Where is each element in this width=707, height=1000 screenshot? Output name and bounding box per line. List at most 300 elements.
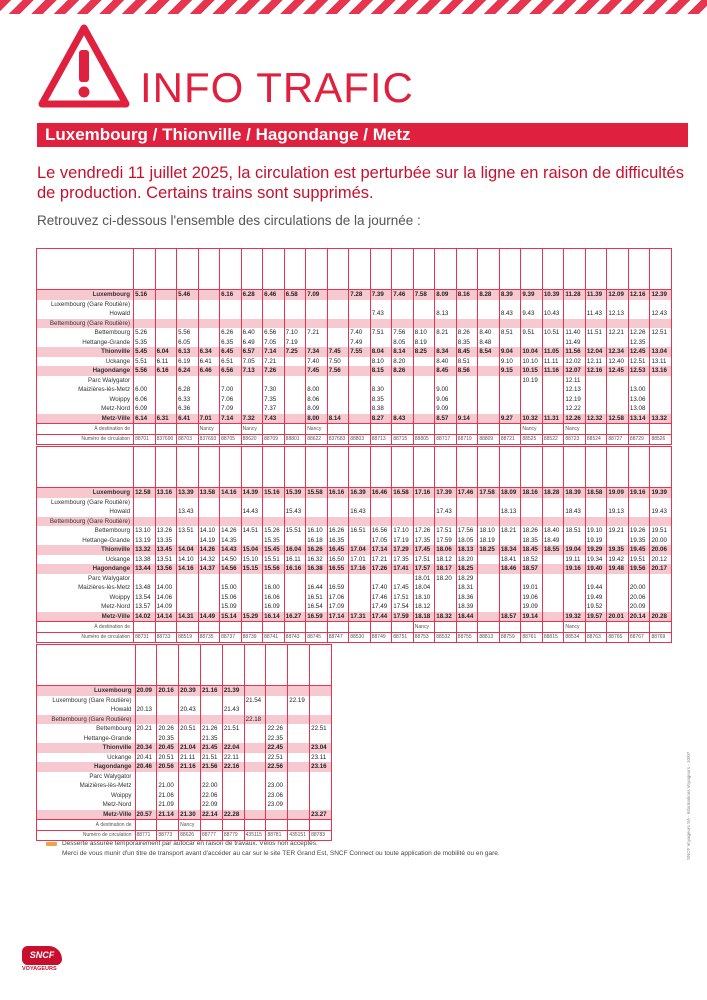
time-cell: 18.49: [542, 536, 564, 546]
train-number-cell: 435151: [288, 830, 310, 841]
timetable-row: [37, 724, 332, 734]
time-cell: [456, 498, 478, 508]
time-cell: 17.40: [370, 583, 392, 593]
timetable-row: [37, 290, 672, 300]
time-cell: 13.58: [198, 488, 220, 498]
time-cell: [288, 715, 310, 725]
time-cell: [220, 498, 242, 508]
time-cell: 22.09: [200, 800, 222, 810]
time-cell: [327, 300, 349, 310]
time-cell: [155, 376, 177, 386]
train-number-cell: 88526: [650, 434, 672, 445]
station-name: Metz-Nord: [37, 602, 134, 612]
timetable-row: [37, 526, 672, 536]
train-number-cell: 88761: [521, 632, 543, 643]
time-cell: 19.44: [585, 583, 607, 593]
time-cell: 12.19: [564, 395, 586, 405]
time-cell: 12.16: [585, 366, 607, 376]
time-cell: 13.39: [177, 488, 199, 498]
train-number-cell: 88713: [370, 434, 392, 445]
station-name: Luxembourg: [37, 488, 134, 498]
time-cell: [327, 338, 349, 348]
time-cell: [244, 810, 266, 820]
time-cell: [499, 498, 521, 508]
timetable-row: [37, 309, 672, 319]
time-cell: 22.51: [266, 753, 288, 763]
time-cell: 6.40: [241, 328, 263, 338]
time-cell: 19.01: [521, 583, 543, 593]
warning-icon: [38, 24, 130, 108]
time-cell: [585, 300, 607, 310]
time-cell: 10.15: [521, 366, 543, 376]
time-cell: 18.43: [564, 507, 586, 517]
destination-cell: [585, 424, 607, 435]
time-cell: [650, 498, 672, 508]
time-cell: [650, 385, 672, 395]
time-cell: [349, 574, 371, 584]
time-cell: 20.51: [179, 724, 201, 734]
time-cell: 6.46: [263, 290, 285, 300]
time-cell: 12.26: [628, 328, 650, 338]
time-cell: [478, 583, 500, 593]
time-cell: [198, 498, 220, 508]
time-cell: [499, 602, 521, 612]
time-cell: 19.09: [607, 488, 629, 498]
destination-cell: [198, 622, 220, 633]
time-cell: 20.17: [650, 564, 672, 574]
time-cell: 14.02: [134, 612, 156, 622]
time-cell: [198, 602, 220, 612]
time-cell: 14.50: [220, 555, 242, 565]
time-cell: 13.38: [134, 555, 156, 565]
time-cell: 6.09: [134, 404, 156, 414]
time-cell: [650, 593, 672, 603]
time-cell: [370, 574, 392, 584]
train-number-cell: 88525: [521, 434, 543, 445]
time-cell: [263, 300, 285, 310]
time-cell: 16.00: [263, 583, 285, 593]
time-cell: [241, 517, 263, 527]
time-cell: 7.56: [392, 328, 414, 338]
time-cell: 12.04: [585, 347, 607, 357]
time-cell: [135, 696, 157, 706]
foot-label: À destination de: [37, 622, 134, 633]
time-cell: 18.31: [456, 583, 478, 593]
time-cell: [650, 338, 672, 348]
time-cell: [263, 574, 285, 584]
time-cell: 19.57: [585, 612, 607, 622]
time-cell: 7.45: [306, 366, 328, 376]
time-cell: 10.04: [521, 347, 543, 357]
time-cell: 13.00: [628, 385, 650, 395]
time-cell: [521, 385, 543, 395]
time-cell: [349, 300, 371, 310]
time-cell: [179, 781, 201, 791]
time-cell: 6.57: [241, 347, 263, 357]
time-cell: 21.51: [222, 724, 244, 734]
time-cell: [155, 309, 177, 319]
time-cell: 18.51: [564, 526, 586, 536]
train-number-cell: 88749: [370, 632, 392, 643]
destination-cell: [607, 622, 629, 633]
time-cell: [478, 357, 500, 367]
station-name: Hettange-Grande: [37, 536, 134, 546]
time-cell: 8.51: [499, 328, 521, 338]
train-number-cell: 88701: [134, 434, 156, 445]
time-cell: 18.19: [478, 536, 500, 546]
time-cell: [263, 309, 285, 319]
time-cell: [542, 376, 564, 386]
time-cell: 9.00: [435, 385, 457, 395]
train-number-cell: 88519: [177, 632, 199, 643]
destination-cell: [650, 622, 672, 633]
time-cell: 7.35: [263, 395, 285, 405]
time-cell: [413, 498, 435, 508]
station-name: Hettange-Grande: [37, 734, 136, 744]
time-cell: 6.05: [177, 338, 199, 348]
time-cell: [288, 724, 310, 734]
time-cell: [179, 696, 201, 706]
train-number-cell: 88622: [306, 434, 328, 445]
time-cell: [392, 395, 414, 405]
destination-cell: [284, 622, 306, 633]
time-cell: 8.45: [435, 366, 457, 376]
time-cell: 5.56: [177, 328, 199, 338]
station-name: Metz-Ville: [37, 414, 134, 424]
time-cell: [370, 498, 392, 508]
time-cell: 19.40: [585, 564, 607, 574]
destination-cell: [370, 424, 392, 435]
time-cell: [222, 781, 244, 791]
time-cell: 15.51: [263, 555, 285, 565]
train-number-cell: 88620: [241, 434, 263, 445]
timetable-row: [37, 376, 672, 386]
time-cell: 22.14: [200, 810, 222, 820]
station-name: Luxembourg: [37, 686, 136, 696]
time-cell: 19.29: [585, 545, 607, 555]
time-cell: 13.32: [650, 414, 672, 424]
time-cell: 8.43: [499, 309, 521, 319]
time-cell: [392, 376, 414, 386]
time-cell: [607, 300, 629, 310]
time-cell: [521, 319, 543, 329]
time-cell: [177, 517, 199, 527]
time-cell: [478, 395, 500, 405]
train-number-cell: 88735: [198, 632, 220, 643]
time-cell: 19.49: [585, 593, 607, 603]
station-name: Metz-Nord: [37, 404, 134, 414]
time-cell: 6.00: [134, 385, 156, 395]
time-cell: 9.51: [521, 328, 543, 338]
time-cell: 8.56: [456, 366, 478, 376]
time-cell: [134, 498, 156, 508]
time-cell: 9.14: [456, 414, 478, 424]
destination-cell: [284, 424, 306, 435]
time-cell: 21.09: [157, 800, 179, 810]
time-cell: [349, 517, 371, 527]
time-cell: 15.26: [263, 526, 285, 536]
time-cell: 8.28: [478, 290, 500, 300]
time-cell: 19.09: [521, 602, 543, 612]
time-cell: [327, 328, 349, 338]
destination-cell: Nancy: [179, 820, 201, 831]
timetable-row: [37, 507, 672, 517]
logo-mark: SNCF: [22, 946, 62, 965]
time-cell: 7.55: [349, 347, 371, 357]
time-cell: 8.57: [435, 414, 457, 424]
time-cell: 19.39: [650, 488, 672, 498]
time-cell: 6.56: [220, 366, 242, 376]
time-cell: 16.10: [306, 526, 328, 536]
time-cell: 18.57: [499, 612, 521, 622]
time-cell: [327, 517, 349, 527]
time-cell: 6.13: [177, 347, 199, 357]
timetable-row: [37, 564, 672, 574]
destination-cell: [542, 424, 564, 435]
time-cell: [306, 309, 328, 319]
time-cell: [157, 696, 179, 706]
time-cell: [177, 574, 199, 584]
time-cell: [266, 715, 288, 725]
time-cell: 8.21: [435, 328, 457, 338]
time-cell: [435, 517, 457, 527]
time-cell: [413, 395, 435, 405]
time-cell: 8.20: [392, 357, 414, 367]
destination-cell: [135, 820, 157, 831]
time-cell: [310, 696, 332, 706]
time-cell: 6.28: [177, 385, 199, 395]
timetable-row: [37, 593, 672, 603]
time-cell: 13.54: [134, 593, 156, 603]
time-cell: [310, 781, 332, 791]
train-number-cell: 435115: [244, 830, 266, 841]
train-number-cell: 837693: [198, 434, 220, 445]
time-cell: [542, 338, 564, 348]
time-cell: [542, 385, 564, 395]
train-number-cell: 88783: [310, 830, 332, 841]
destination-cell: [499, 424, 521, 435]
time-cell: [135, 781, 157, 791]
time-cell: 7.09: [220, 404, 242, 414]
time-cell: 5.35: [134, 338, 156, 348]
time-cell: 7.49: [349, 338, 371, 348]
time-cell: 11.16: [542, 366, 564, 376]
time-cell: [413, 507, 435, 517]
timetable-row: [37, 705, 332, 715]
time-cell: 22.04: [222, 743, 244, 753]
station-name: Parc Walygator: [37, 376, 134, 386]
train-number-cell: 88765: [607, 632, 629, 643]
time-cell: [241, 602, 263, 612]
train-number-cell: 88781: [266, 830, 288, 841]
time-cell: [155, 328, 177, 338]
time-cell: 13.16: [650, 366, 672, 376]
time-cell: 21.39: [222, 686, 244, 696]
timetable-row: [37, 791, 332, 801]
time-cell: [284, 357, 306, 367]
time-cell: [306, 300, 328, 310]
station-name: Parc Walygator: [37, 772, 136, 782]
time-cell: 21.45: [200, 743, 222, 753]
time-cell: 17.29: [392, 545, 414, 555]
route-banner: Luxembourg / Thionville / Hagondange / Metz: [37, 123, 688, 147]
time-cell: 8.35: [370, 395, 392, 405]
time-cell: 6.24: [177, 366, 199, 376]
station-name: Woippy: [37, 593, 134, 603]
time-cell: [155, 404, 177, 414]
time-cell: [456, 300, 478, 310]
time-cell: [521, 498, 543, 508]
time-cell: [306, 498, 328, 508]
destination-cell: [521, 622, 543, 633]
time-cell: 14.51: [241, 526, 263, 536]
time-cell: [157, 715, 179, 725]
time-cell: 8.40: [435, 357, 457, 367]
time-cell: 11.56: [564, 347, 586, 357]
time-cell: [542, 583, 564, 593]
time-cell: [310, 772, 332, 782]
time-cell: [478, 376, 500, 386]
time-cell: 18.52: [521, 555, 543, 565]
station-name: Woippy: [37, 395, 134, 405]
destination-cell: [607, 424, 629, 435]
time-cell: 21.35: [200, 734, 222, 744]
time-cell: 19.51: [628, 555, 650, 565]
time-cell: 18.35: [521, 536, 543, 546]
timetable-row: [37, 772, 332, 782]
time-cell: 7.21: [263, 357, 285, 367]
time-cell: [155, 290, 177, 300]
time-cell: [288, 781, 310, 791]
time-cell: 20.39: [179, 686, 201, 696]
train-number-cell: 88767: [628, 632, 650, 643]
time-cell: 15.45: [263, 545, 285, 555]
time-cell: 8.13: [435, 309, 457, 319]
train-number-cell: 88705: [220, 434, 242, 445]
time-cell: [220, 319, 242, 329]
time-cell: 23.09: [266, 800, 288, 810]
time-cell: 17.41: [392, 564, 414, 574]
time-cell: [155, 498, 177, 508]
time-cell: [585, 404, 607, 414]
time-cell: [306, 507, 328, 517]
destination-cell: [327, 622, 349, 633]
time-cell: 20.34: [135, 743, 157, 753]
timetable-row: [37, 488, 672, 498]
time-cell: 19.11: [564, 555, 586, 565]
time-cell: 13.16: [155, 488, 177, 498]
time-cell: [222, 715, 244, 725]
time-cell: [134, 574, 156, 584]
time-cell: 22.51: [310, 724, 332, 734]
time-cell: [241, 376, 263, 386]
time-cell: 21.16: [200, 686, 222, 696]
time-cell: [349, 357, 371, 367]
time-cell: [542, 517, 564, 527]
timetable-row: [37, 810, 332, 820]
time-cell: [628, 319, 650, 329]
time-cell: [349, 376, 371, 386]
time-cell: [478, 612, 500, 622]
time-cell: 20.14: [628, 612, 650, 622]
time-cell: 17.45: [413, 545, 435, 555]
time-cell: [177, 593, 199, 603]
train-number-cell: 837690: [155, 434, 177, 445]
time-cell: 7.06: [220, 395, 242, 405]
time-cell: [155, 338, 177, 348]
time-cell: [327, 385, 349, 395]
station-name: Hagondange: [37, 366, 134, 376]
time-cell: 18.13: [456, 545, 478, 555]
time-cell: 22.19: [288, 696, 310, 706]
time-cell: 19.45: [628, 545, 650, 555]
time-cell: [435, 602, 457, 612]
foot-label: Numéro de circulation: [37, 830, 136, 841]
time-cell: [244, 753, 266, 763]
time-cell: [392, 404, 414, 414]
destination-cell: [628, 622, 650, 633]
legend-line-2: Merci de vous munir d'un titre de transport avant d'accéder au car sur le site TER Grand Est, SNCF Connect ou toute application de mobilité ou en gare.: [62, 850, 500, 857]
train-number-cell: 88524: [585, 434, 607, 445]
time-cell: 22.45: [266, 743, 288, 753]
time-cell: 7.26: [263, 366, 285, 376]
time-cell: 12.07: [564, 366, 586, 376]
time-cell: 12.58: [607, 414, 629, 424]
timetable-row: [37, 498, 672, 508]
timetable-row: [37, 612, 672, 622]
time-cell: 22.11: [222, 753, 244, 763]
time-cell: 16.14: [263, 612, 285, 622]
time-cell: [478, 574, 500, 584]
time-cell: [222, 734, 244, 744]
destination-cell: [413, 424, 435, 435]
time-cell: [306, 319, 328, 329]
time-cell: [585, 338, 607, 348]
time-cell: [650, 376, 672, 386]
destination-cell: [392, 622, 414, 633]
station-name: Parc Walygator: [37, 574, 134, 584]
time-cell: 19.35: [628, 536, 650, 546]
time-cell: [284, 395, 306, 405]
timetable-row: [37, 357, 672, 367]
time-cell: 6.56: [263, 328, 285, 338]
time-cell: 13.19: [134, 536, 156, 546]
station-name: Maizières-lès-Metz: [37, 583, 134, 593]
time-cell: [349, 309, 371, 319]
time-cell: [521, 517, 543, 527]
time-cell: 21.30: [179, 810, 201, 820]
time-cell: 7.28: [349, 290, 371, 300]
time-cell: [288, 800, 310, 810]
time-cell: 10.19: [521, 376, 543, 386]
time-cell: 7.40: [349, 328, 371, 338]
time-cell: 17.57: [413, 564, 435, 574]
time-cell: [263, 376, 285, 386]
destination-cell: [349, 622, 371, 633]
time-cell: [135, 734, 157, 744]
timetable-row: [37, 328, 672, 338]
timetable-row: [37, 781, 332, 791]
timetable-1: [36, 248, 672, 445]
time-cell: [564, 602, 586, 612]
time-cell: [413, 300, 435, 310]
time-cell: 15.51: [284, 526, 306, 536]
time-cell: 17.16: [413, 488, 435, 498]
time-cell: [244, 734, 266, 744]
time-cell: 17.21: [370, 555, 392, 565]
time-cell: [349, 319, 371, 329]
time-cell: 13.10: [134, 526, 156, 536]
